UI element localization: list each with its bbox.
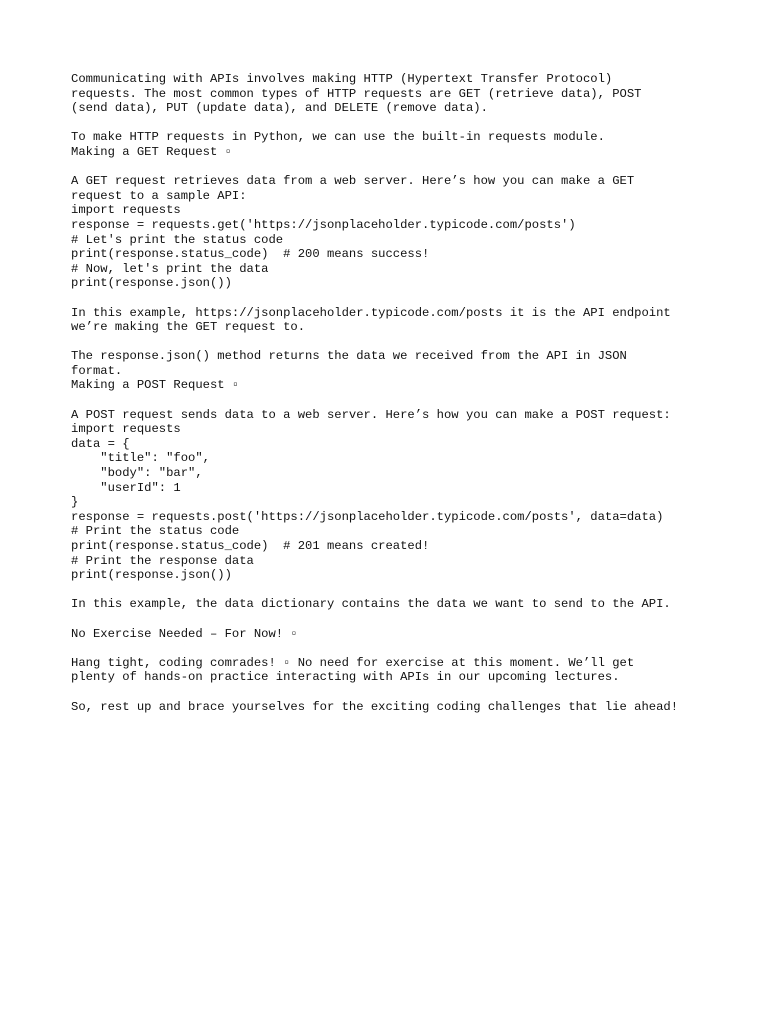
json-method-paragraph [71, 349, 731, 393]
text-line: To make HTTP requests in Python, we can use the built-in requests module. [71, 130, 605, 145]
text-line: import requests [71, 422, 181, 437]
closing-paragraph [71, 700, 731, 715]
text-line: Making a GET Request ▫ [71, 144, 232, 159]
text-line: request to a sample API: [71, 188, 247, 203]
paragraph-gap [71, 335, 731, 350]
paragraph-gap [71, 685, 731, 700]
text-line: plenty of hands-on practice interacting with APIs in our upcoming lectures. [71, 670, 620, 685]
text-line: } [71, 495, 79, 510]
text-line: In this example, the data dictionary contains the data we want to send to the API. [71, 597, 671, 612]
text-line: Communicating with APIs involves making HTTP (Hypertext Transfer Protocol) [71, 72, 613, 86]
paragraph-gap [71, 583, 731, 598]
text-line: # Print the response data [71, 553, 254, 568]
text-line: "userId": 1 [71, 480, 181, 495]
post-request-section [71, 408, 731, 583]
text-line: requests. The most common types of HTTP requests are GET (retrieve data), POST [71, 86, 642, 101]
paragraph-gap [71, 393, 731, 408]
paragraph-gap [71, 291, 731, 306]
text-line: data = { [71, 436, 130, 451]
intro-paragraph [71, 72, 731, 116]
paragraph-gap [71, 116, 731, 131]
text-line: print(response.json()) [71, 568, 232, 583]
text-line: print(response.json()) [71, 276, 232, 291]
text-line: print(response.status_code) # 201 means created! [71, 539, 430, 553]
text-line: # Let's print the status code [71, 232, 284, 247]
no-exercise-heading [71, 627, 731, 642]
requests-module-paragraph [71, 130, 731, 159]
document-page [71, 72, 731, 714]
text-line: "title": "foo", [71, 451, 210, 466]
text-line: response = requests.post('https://jsonplaceholder.typicode.com/posts', data=data) [71, 509, 664, 524]
text-line: we’re making the GET request to. [71, 320, 306, 335]
text-line: response = requests.get('https://jsonplaceholder.typicode.com/posts') [71, 217, 576, 232]
text-line: Making a POST Request ▫ [71, 378, 240, 393]
text-line: (send data), PUT (update data), and DELETE (remove data). [71, 101, 488, 116]
text-line: print(response.status_code) # 200 means success! [71, 247, 430, 262]
paragraph-gap [71, 612, 731, 627]
get-endpoint-paragraph [71, 306, 731, 335]
text-line: A POST request sends data to a web server. Here’s how you can make a POST request: [71, 407, 671, 422]
text-line: # Now, let's print the data [71, 261, 269, 276]
paragraph-gap [71, 641, 731, 656]
text-line: Hang tight, coding comrades! ▫ No need for exercise at this moment. We’ll get [71, 655, 635, 670]
text-line: "body": "bar", [71, 466, 203, 481]
text-line: # Print the status code [71, 524, 240, 539]
text-line: In this example, https://jsonplaceholder.typicode.com/posts it is the API endpoint [71, 305, 671, 320]
data-dictionary-paragraph [71, 597, 731, 612]
text-line: So, rest up and brace yourselves for the exciting coding challenges that lie ahead! [71, 699, 679, 714]
text-line: format. [71, 363, 123, 378]
text-line: The response.json() method returns the data we received from the API in JSON [71, 349, 627, 364]
get-request-section [71, 174, 731, 291]
paragraph-gap [71, 160, 731, 175]
text-line: A GET request retrieves data from a web server. Here’s how you can make a GET [71, 174, 635, 189]
text-line: import requests [71, 203, 181, 218]
text-line: No Exercise Needed – For Now! ▫ [71, 626, 298, 641]
hang-tight-paragraph [71, 656, 731, 685]
